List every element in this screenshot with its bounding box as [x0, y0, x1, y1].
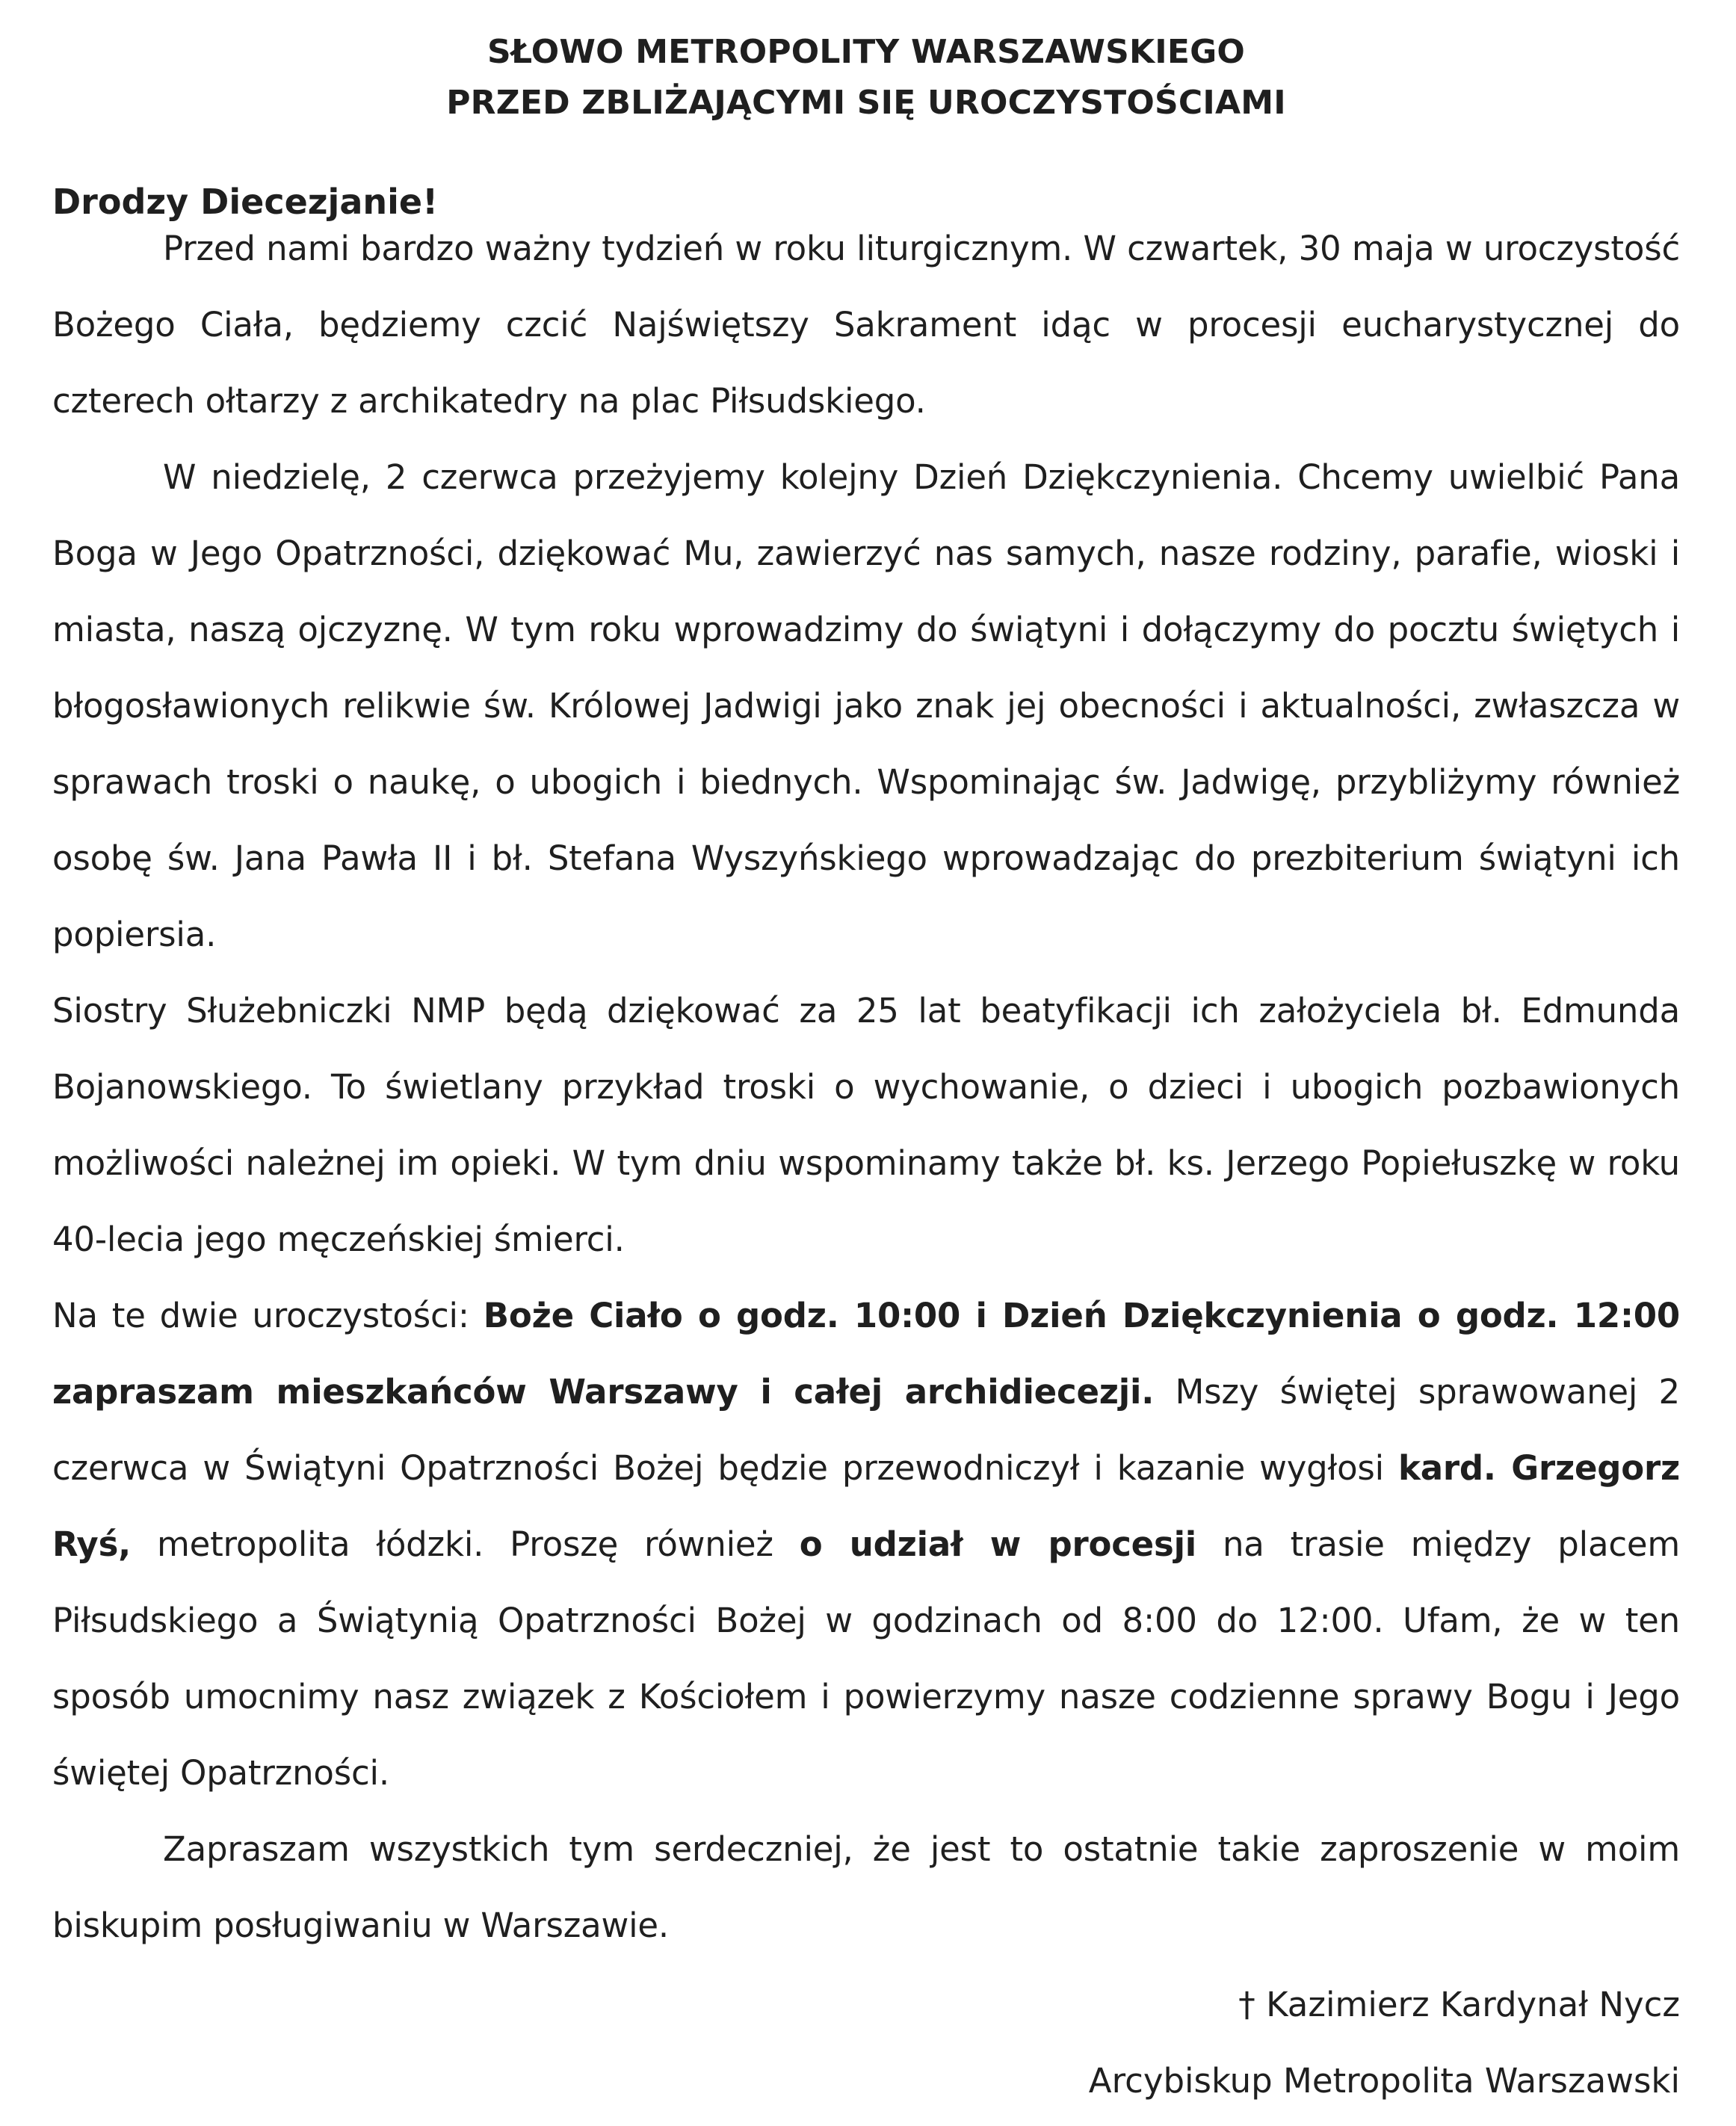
invitation-text-3: metropolita łódzki. Proszę również: [131, 1524, 800, 1564]
invitation-text-4: na trasie między placem Piłsudskiego a Świątynią Opatrzności Bożej w godzinach od 8:00 do 12:00. Ufam, że w ten sposób umocnimy nasz związek z Kościołem i powierzymy nasze codzienne sprawy Bogu i Jego świętej Opatrzności.: [52, 1524, 1680, 1793]
paragraph-invitation: [52, 1278, 1680, 1811]
invitation-times-bold: Boże Ciało o godz. 10:00 i Dzień Dziękczynienia o godz. 12:00 zapraszam mieszkańców Warszawy i całej archidiecezji.: [52, 1296, 1680, 1412]
signature-name: † Kazimierz Kardynał Nycz: [1238, 1985, 1680, 2024]
invitation-text-2: Mszy świętej sprawowanej 2 czerwca w Świątyni Opatrzności Bożej będzie przewodniczył i kazanie wygłosi: [52, 1372, 1680, 1488]
paragraph-corpus-christi: Przed nami bardzo ważny tydzień w roku liturgicznym. W czwartek, 30 maja w uroczystość Bożego Ciała, będziemy czcić Najświętszy Sakrament idąc w procesji eucharystycznej do czterech ołtarzy z archikatedry na plac Piłsudskiego.: [52, 229, 1680, 421]
paragraph-sisters-servants: Siostry Służebniczki NMP będą dziękować za 25 lat beatyfikacji ich założyciela bł. Edmunda Bojanowskiego. To świetlany przykład troski o wychowanie, o dzieci i ubogich pozbawionych możliwości należnej im opieki. W tym dniu wspominamy także bł. ks. Jerzego Popiełuszkę w roku 40-lecia jego męczeńskiej śmierci.: [52, 991, 1680, 1259]
title-line-1: SŁOWO METROPOLITY WARSZAWSKIEGO: [486, 33, 1246, 71]
cardinal-name-bold: kard. Grzegorz Ryś,: [52, 1448, 1680, 1564]
greeting: Drodzy Diecezjanie!: [52, 182, 439, 222]
paragraph-thanksgiving-day: W niedzielę, 2 czerwca przeżyjemy kolejny Dzień Dziękczynienia. Chcemy uwielbić Pana Boga w Jego Opatrzności, dziękować Mu, zawierzyć nas samych, nasze rodziny, parafie, wioski i miasta, naszą ojczyznę. W tym roku wprowadzimy do świątyni i dołączymy do pocztu świętych i błogosławionych relikwie św. Królowej Jadwigi jako znak jej obecności i aktualności, zwłaszcza w sprawach troski o naukę, o ubogich i biednych. Wspominając św. Jadwigę, przybliżymy również osobę św. Jana Pawła II i bł. Stefana Wyszyńskiego wprowadzając do prezbiterium świątyni ich popiersia.: [52, 457, 1680, 954]
letter-page: [52, 27, 1680, 2119]
invitation-text-1: Na te dwie uroczystości:: [52, 1296, 484, 1335]
signature-title: Arcybiskup Metropolita Warszawski: [1088, 2061, 1680, 2101]
title-line-2: PRZED ZBLIŻAJĄCYMI SIĘ UROCZYSTOŚCIAMI: [446, 84, 1286, 122]
procession-bold: o udział w procesji: [799, 1524, 1197, 1564]
paragraph-final-invitation: Zapraszam wszystkich tym serdeczniej, że jest to ostatnie takie zaproszenie w moim biskupim posługiwaniu w Warszawie.: [52, 1829, 1680, 1945]
